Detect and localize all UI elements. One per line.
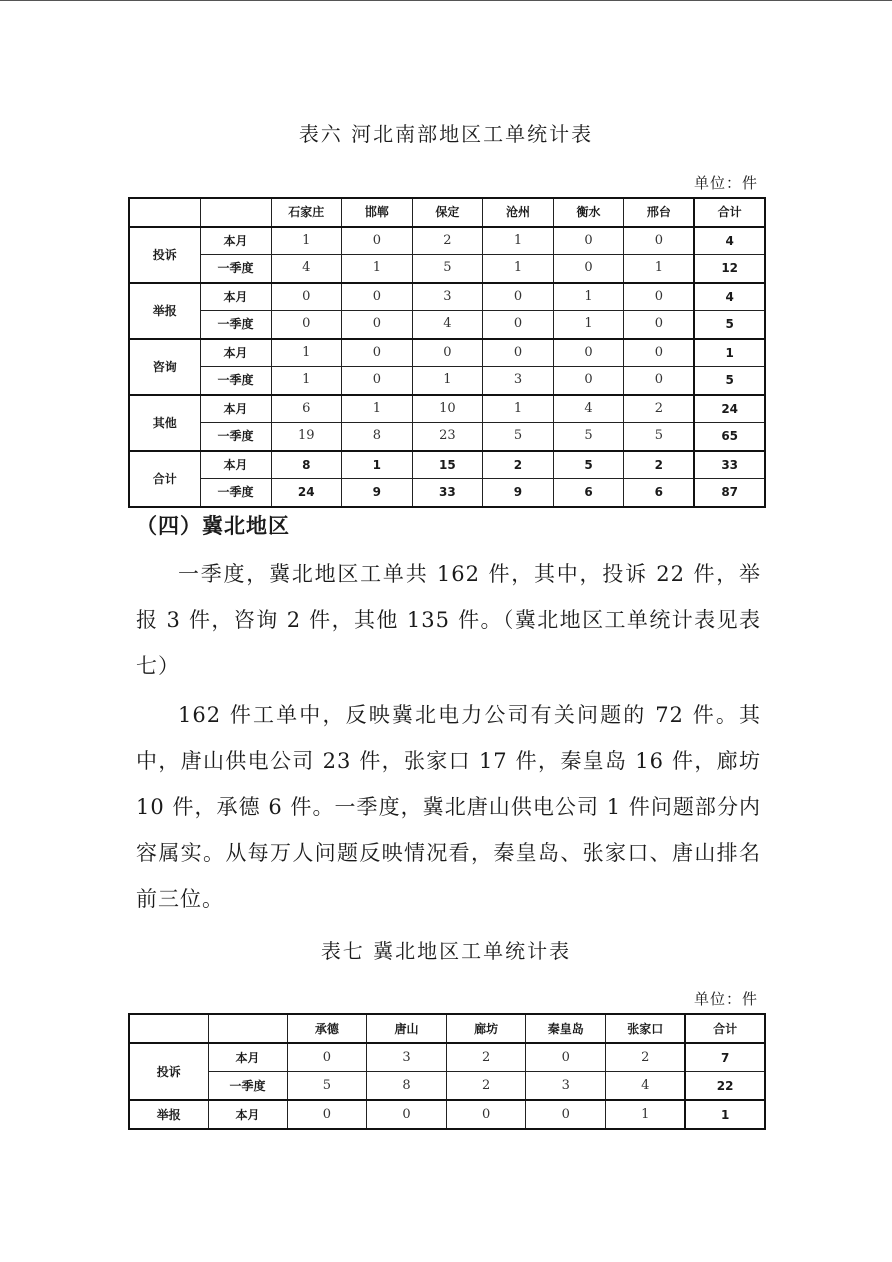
table-cell: 6	[271, 395, 342, 423]
row-group-label: 投诉	[129, 227, 200, 283]
table-cell: 0	[553, 227, 624, 255]
table-cell: 0	[553, 367, 624, 395]
table-cell: 8	[367, 1072, 447, 1101]
table6-body	[129, 198, 765, 507]
table-row	[129, 367, 765, 395]
table-cell: 24	[694, 395, 765, 423]
table-cell: 0	[624, 367, 695, 395]
period-label: 一季度	[200, 311, 271, 339]
table-cell: 0	[483, 311, 554, 339]
table-cell: 1	[553, 311, 624, 339]
period-label: 一季度	[200, 479, 271, 507]
table-row	[129, 339, 765, 367]
table-cell: 2	[446, 1043, 526, 1072]
period-label: 本月	[200, 395, 271, 423]
table-cell: 3	[483, 367, 554, 395]
table-cell: 2	[446, 1072, 526, 1101]
corner-cell-category	[129, 1014, 208, 1043]
table-cell: 1	[483, 255, 554, 283]
table-cell: 33	[694, 451, 765, 479]
column-header: 衡水	[553, 198, 624, 227]
column-header: 张家口	[606, 1014, 686, 1043]
table-cell: 0	[624, 311, 695, 339]
table-cell: 1	[271, 367, 342, 395]
table-row	[129, 1043, 765, 1072]
table-cell: 2	[624, 395, 695, 423]
table7	[128, 1013, 766, 1130]
table-row	[129, 283, 765, 311]
period-label: 本月	[200, 227, 271, 255]
column-header: 沧州	[483, 198, 554, 227]
table7-body	[129, 1014, 765, 1129]
table-cell: 1	[342, 451, 413, 479]
paragraph-2: 162 件工单中，反映冀北电力公司有关问题的 72 件。其中，唐山供电公司 23 件，张家口 17 件，秦皇岛 16 件，廊坊 10 件，承德 6 件。一季度，冀北唐山供电公司 1 件问题部分内容属实。从每万人问题反映情况看，秦皇岛、张家口、唐山排名前三位。	[136, 703, 762, 911]
table-cell: 4	[694, 227, 765, 255]
table-cell: 5	[483, 423, 554, 451]
table-cell: 0	[526, 1043, 606, 1072]
table-cell: 5	[694, 367, 765, 395]
table-cell: 5	[412, 255, 483, 283]
table-cell: 0	[624, 227, 695, 255]
row-group-label: 举报	[129, 1100, 208, 1129]
table-cell: 1	[606, 1100, 686, 1129]
table6	[128, 197, 766, 508]
table-cell: 0	[271, 311, 342, 339]
table-cell: 0	[483, 339, 554, 367]
table-cell: 1	[624, 255, 695, 283]
table-cell: 23	[412, 423, 483, 451]
table-cell: 0	[342, 339, 413, 367]
paragraph-1: 一季度，冀北地区工单共 162 件，其中，投诉 22 件，举报 3 件，咨询 2 件，其他 135 件。（冀北地区工单统计表见表七）	[136, 562, 761, 678]
table-row	[129, 423, 765, 451]
table-cell: 0	[342, 311, 413, 339]
table-cell: 5	[694, 311, 765, 339]
table-cell: 4	[694, 283, 765, 311]
table-cell: 0	[553, 339, 624, 367]
table-cell: 0	[271, 283, 342, 311]
header-row	[129, 1014, 765, 1043]
table-cell: 10	[412, 395, 483, 423]
table-cell: 1	[483, 395, 554, 423]
header-row	[129, 198, 765, 227]
row-group-label: 其他	[129, 395, 200, 451]
table-cell: 0	[342, 283, 413, 311]
table-cell: 8	[271, 451, 342, 479]
table-cell: 22	[685, 1072, 765, 1101]
table-cell: 0	[287, 1100, 367, 1129]
table-cell: 4	[271, 255, 342, 283]
row-group-label: 咨询	[129, 339, 200, 395]
table-cell: 2	[483, 451, 554, 479]
table6-unit: 单位：件	[693, 174, 758, 192]
period-label: 一季度	[200, 255, 271, 283]
table-cell: 15	[412, 451, 483, 479]
table-cell: 7	[685, 1043, 765, 1072]
corner-cell-period	[200, 198, 271, 227]
column-header: 合计	[685, 1014, 765, 1043]
table-cell: 0	[342, 367, 413, 395]
table-cell: 0	[624, 283, 695, 311]
table-cell: 1	[271, 227, 342, 255]
table-cell: 1	[271, 339, 342, 367]
table-cell: 0	[624, 339, 695, 367]
table-row	[129, 227, 765, 255]
column-header: 石家庄	[271, 198, 342, 227]
column-header: 合计	[694, 198, 765, 227]
table-cell: 1	[342, 255, 413, 283]
table-cell: 19	[271, 423, 342, 451]
table-cell: 87	[694, 479, 765, 507]
period-label: 一季度	[208, 1072, 287, 1101]
row-group-label: 举报	[129, 283, 200, 339]
table-cell: 6	[553, 479, 624, 507]
table6-caption: 表六 河北南部地区工单统计表	[298, 122, 594, 146]
table-cell: 0	[342, 227, 413, 255]
table-cell: 0	[412, 339, 483, 367]
row-group-label: 投诉	[129, 1043, 208, 1100]
period-label: 一季度	[200, 423, 271, 451]
table-cell: 9	[483, 479, 554, 507]
period-label: 本月	[200, 451, 271, 479]
column-header: 唐山	[367, 1014, 447, 1043]
period-label: 一季度	[200, 367, 271, 395]
table-cell: 33	[412, 479, 483, 507]
period-label: 本月	[200, 283, 271, 311]
table-cell: 3	[412, 283, 483, 311]
table-cell: 65	[694, 423, 765, 451]
row-group-label: 合计	[129, 451, 200, 507]
table-cell: 3	[367, 1043, 447, 1072]
table-row	[129, 451, 765, 479]
table-cell: 5	[553, 451, 624, 479]
period-label: 本月	[208, 1100, 287, 1129]
table-cell: 4	[553, 395, 624, 423]
table-row	[129, 255, 765, 283]
table-cell: 1	[483, 227, 554, 255]
table-cell: 24	[271, 479, 342, 507]
table-row	[129, 1100, 765, 1129]
table-row	[129, 479, 765, 507]
column-header: 保定	[412, 198, 483, 227]
table-cell: 2	[624, 451, 695, 479]
table-cell: 4	[412, 311, 483, 339]
column-header: 廊坊	[446, 1014, 526, 1043]
corner-cell-period	[208, 1014, 287, 1043]
column-header: 承德	[287, 1014, 367, 1043]
table-cell: 4	[606, 1072, 686, 1101]
table-cell: 1	[342, 395, 413, 423]
table-cell: 2	[606, 1043, 686, 1072]
table-cell: 2	[412, 227, 483, 255]
column-header: 邢台	[624, 198, 695, 227]
table-cell: 0	[483, 283, 554, 311]
corner-cell-category	[129, 198, 200, 227]
table-cell: 5	[624, 423, 695, 451]
table-row	[129, 395, 765, 423]
table-cell: 1	[685, 1100, 765, 1129]
table-cell: 5	[553, 423, 624, 451]
section-heading: （四）冀北地区	[136, 514, 290, 538]
table-cell: 0	[287, 1043, 367, 1072]
table7-unit: 单位：件	[693, 990, 758, 1008]
table-cell: 1	[694, 339, 765, 367]
table-cell: 1	[553, 283, 624, 311]
period-label: 本月	[208, 1043, 287, 1072]
table-cell: 0	[446, 1100, 526, 1129]
table-cell: 0	[367, 1100, 447, 1129]
table-row	[129, 311, 765, 339]
table-cell: 1	[412, 367, 483, 395]
table-row	[129, 1072, 765, 1101]
table-cell: 3	[526, 1072, 606, 1101]
column-header: 秦皇岛	[526, 1014, 606, 1043]
table-cell: 9	[342, 479, 413, 507]
table-cell: 6	[624, 479, 695, 507]
table-cell: 0	[526, 1100, 606, 1129]
table-cell: 0	[553, 255, 624, 283]
table-cell: 8	[342, 423, 413, 451]
table-cell: 12	[694, 255, 765, 283]
table-cell: 5	[287, 1072, 367, 1101]
period-label: 本月	[200, 339, 271, 367]
column-header: 邯郸	[342, 198, 413, 227]
table7-caption: 表七 冀北地区工单统计表	[320, 939, 572, 963]
page-top-rule	[0, 0, 892, 1]
